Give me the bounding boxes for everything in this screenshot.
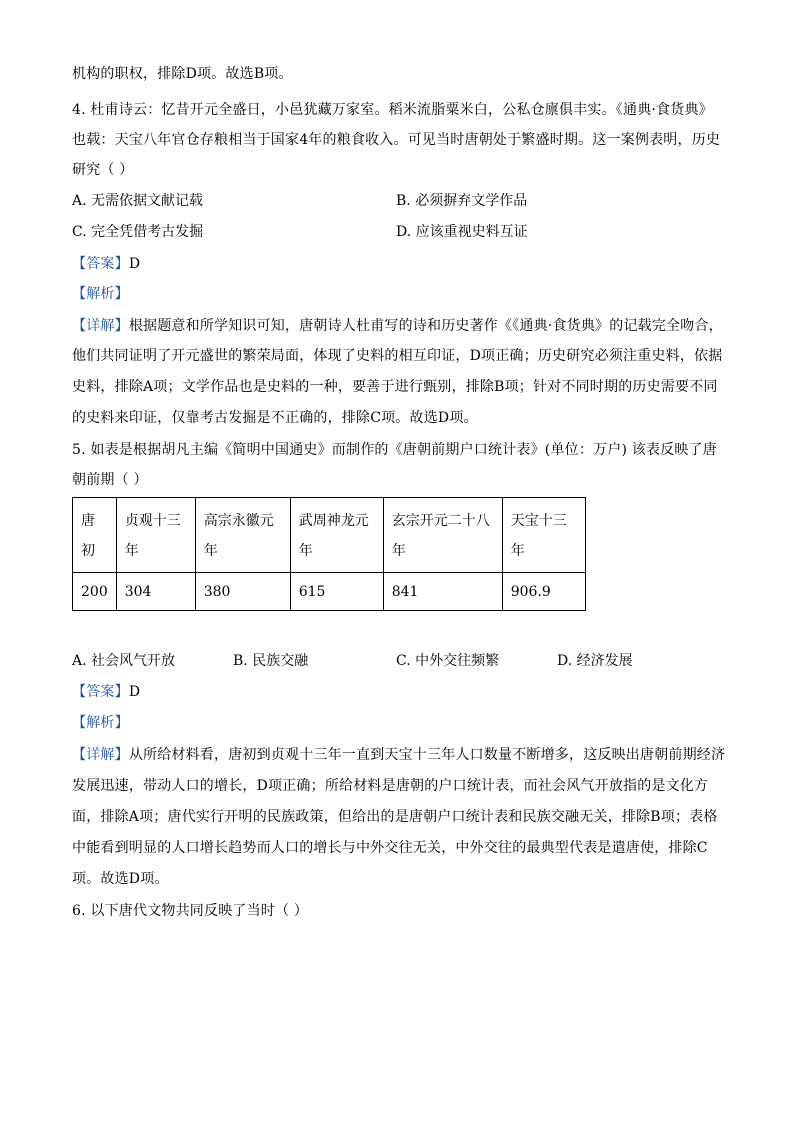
table-header-cell: 唐 初 bbox=[73, 498, 117, 573]
q5-analysis-tag bbox=[72, 713, 129, 733]
q4-analysis-tag bbox=[72, 284, 129, 304]
table-cell: 615 bbox=[290, 573, 383, 611]
detail-text: 根据题意和所学知识可知，唐朝诗人杜甫写的诗和历史著作《《通典·食货典》的记载完全吻合， bbox=[128, 318, 723, 334]
q5-answer bbox=[72, 682, 140, 702]
table-header-row bbox=[73, 498, 586, 573]
q4-detail-line: 的史料来印证，仅靠考古发掘是不正确的，排除C项。故选D项。 bbox=[72, 410, 478, 426]
table-header-cell: 武周神龙元 年 bbox=[290, 498, 383, 573]
table-cell: 841 bbox=[383, 573, 502, 611]
detail-tag: 【详解】 bbox=[72, 318, 129, 334]
table-header-cell: 天宝十三 年 bbox=[502, 498, 585, 573]
q4-option-c: C. 完全凭借考古发掘 bbox=[72, 224, 204, 240]
table-cell: 304 bbox=[116, 573, 195, 611]
table-cell: 200 bbox=[73, 573, 117, 611]
answer-tag: 【答案】 bbox=[72, 256, 129, 272]
q5-option-b: B. 民族交融 bbox=[233, 653, 309, 669]
q5-detail-line: 项。故选D项。 bbox=[72, 871, 169, 887]
q4-detail-line: 史料，排除A项；文学作品也是史料的一种，要善于进行甄别，排除B项；针对不同时期的历史需要不同 bbox=[72, 379, 718, 395]
question-5-stem: 朝前期（ ） bbox=[72, 472, 148, 488]
question-4-stem: 也载：天宝八年官仓存粮相当于国家4年的粮食收入。可见当时唐朝处于繁盛时期。这一案例表明，历史 bbox=[72, 132, 721, 148]
population-table bbox=[72, 497, 586, 611]
text-line: 机构的职权，排除D项。故选B项。 bbox=[72, 66, 293, 82]
table-header-cell: 贞观十三 年 bbox=[116, 498, 195, 573]
q4-detail-line: 他们共同证明了开元盛世的繁荣局面，体现了史料的相互印证，D项正确；历史研究必须注重史料，依据 bbox=[72, 348, 723, 364]
q4-answer bbox=[72, 254, 140, 274]
q4-option-a: A. 无需依据文献记载 bbox=[72, 193, 204, 209]
analysis-tag: 【解析】 bbox=[72, 286, 129, 302]
q4-option-b: B. 必须摒弃文学作品 bbox=[396, 193, 528, 209]
table-row bbox=[73, 573, 586, 611]
table-cell: 380 bbox=[195, 573, 290, 611]
table-header-cell: 高宗永徽元 年 bbox=[195, 498, 290, 573]
detail-tag: 【详解】 bbox=[72, 747, 129, 763]
question-5-stem: 5. 如表是根据胡凡主编《简明中国通史》而制作的《唐朝前期户口统计表》(单位：万户) 该表反映了唐 bbox=[72, 442, 717, 458]
answer-value: D bbox=[128, 256, 141, 272]
q4-option-d: D. 应该重视史料互证 bbox=[396, 224, 528, 240]
answer-tag: 【答案】 bbox=[72, 684, 129, 700]
q5-option-a: A. 社会风气开放 bbox=[72, 653, 176, 669]
question-6-stem: 6. 以下唐代文物共同反映了当时（ ） bbox=[72, 903, 309, 919]
q5-detail bbox=[72, 745, 725, 765]
q5-detail-line: 中能看到明显的人口增长趋势而人口的增长与中外交往无关，中外交往的最典型代表是遣唐使，排除C bbox=[72, 840, 708, 856]
q4-detail bbox=[72, 316, 723, 336]
q5-detail-line: 面，排除A项；唐代实行开明的民族政策，但给出的是唐朝户口统计表和民族交融无关，排除B项；表格 bbox=[72, 809, 718, 825]
detail-text: 从所给材料看，唐初到贞观十三年一直到天宝十三年人口数量不断增多，这反映出唐朝前期经济 bbox=[128, 747, 726, 763]
answer-value: D bbox=[128, 684, 141, 700]
question-4-stem: 4. 杜甫诗云：忆昔开元全盛日，小邑犹藏万家室。稻米流脂粟米白，公私仓廪俱丰实。《通典·食货典》 bbox=[72, 102, 713, 118]
table-header-cell: 玄宗开元二十八 年 bbox=[383, 498, 502, 573]
q5-detail-line: 发展迅速，带动人口的增长，D项正确；所给材料是唐朝的户口统计表，而社会风气开放指的是文化方 bbox=[72, 778, 709, 794]
table-cell: 906.9 bbox=[502, 573, 585, 611]
analysis-tag: 【解析】 bbox=[72, 715, 129, 731]
q5-option-c: C. 中外交往频繁 bbox=[396, 653, 500, 669]
question-4-stem: 研究（ ） bbox=[72, 162, 134, 178]
q5-option-d: D. 经济发展 bbox=[557, 653, 633, 669]
